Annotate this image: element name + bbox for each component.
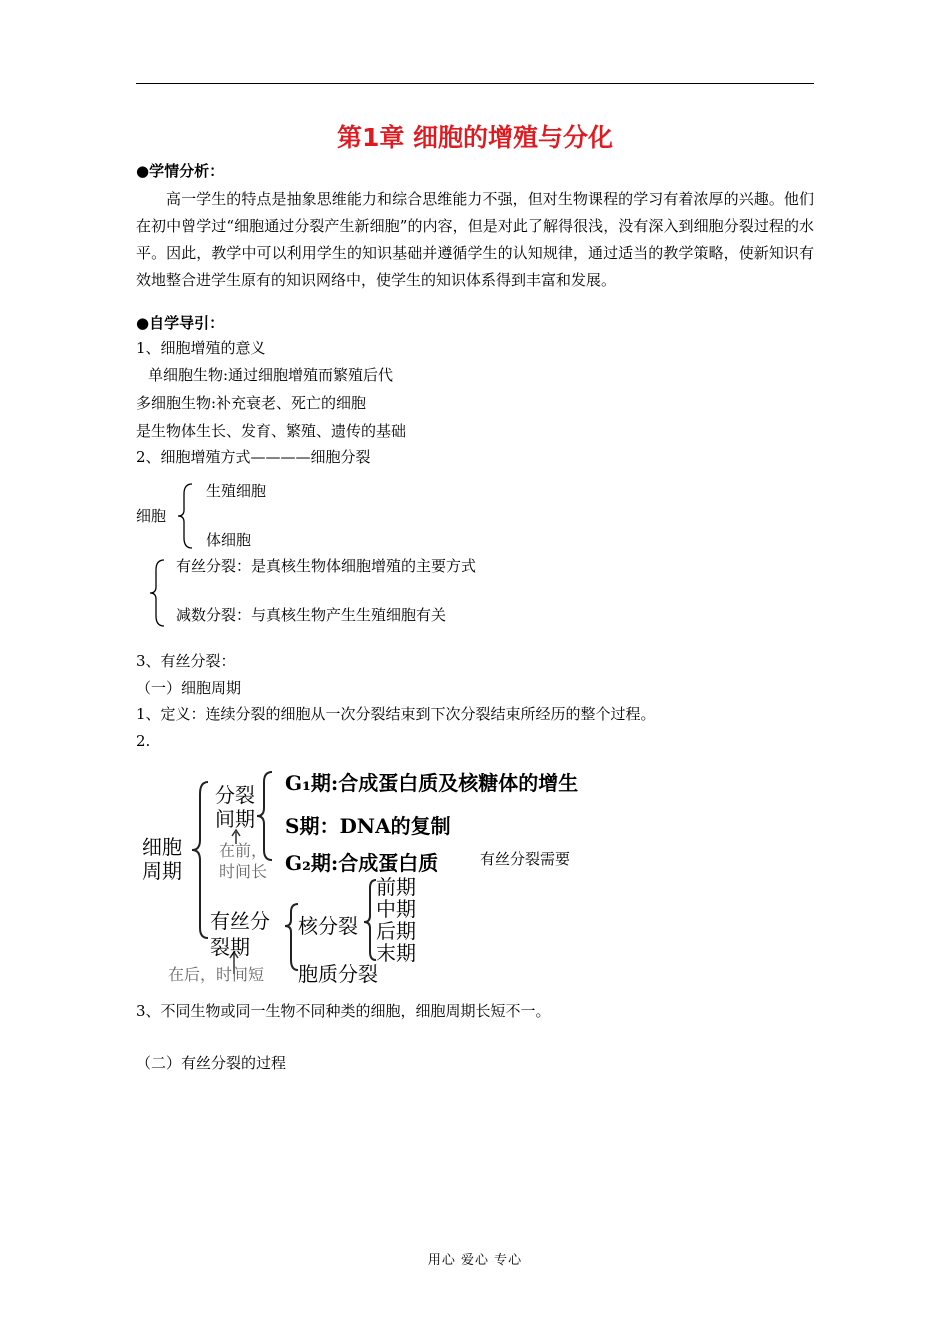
cell-type-somatic: 体细胞 [206,531,252,549]
item-1: 1、细胞增殖的意义 [136,339,266,357]
diagram-side-note: 有丝分裂需要 [480,850,571,868]
diagram-root: 细胞周期 [142,835,182,883]
diagram-g2: G₂期:合成蛋白质 [285,851,439,875]
diagram-s: S期：DNA的复制 [285,814,451,838]
diagram-phase-telophase: 末期 [376,941,416,965]
division-mitosis: 有丝分裂：是真核生物体细胞增殖的主要方式 [176,557,477,575]
item-3: 3、有丝分裂： [136,652,236,670]
division-meiosis: 减数分裂：与真核生物产生生殖细胞有关 [176,606,447,624]
diagram-interphase-note: 在前，时间长 [219,841,268,881]
definition: 1、定义：连续分裂的细胞从一次分裂结束到下次分裂结束所经历的整个过程。 [136,705,656,723]
diagram-phase-metaphase: 中期 [376,897,416,921]
section-heading-analysis: ●学情分析： [136,162,225,180]
diagram-g1: G₁期:合成蛋白质及核糖体的增生 [285,771,579,795]
diagram-mitosis-note: 在后，时间短 [168,965,265,984]
section-heading-guide: ●自学导引： [136,314,225,332]
diagram-phase-prophase: 前期 [376,875,416,899]
item-1-b: 多细胞生物:补充衰老、死亡的细胞 [136,394,367,412]
item-1-a: 单细胞生物:通过细胞增殖而繁殖后代 [148,366,394,384]
diagram-nuclear-division: 核分裂 [298,914,358,938]
page-title: 第1章 细胞的增殖与分化 [336,123,614,152]
item-3b: 3、不同生物或同一生物不同种类的细胞，细胞周期长短不一。 [136,1002,551,1020]
page-footer: 用心 爱心 专心 [427,1253,523,1268]
diagram-mitosis: 有丝分裂期 [210,909,270,959]
subsection-cell-cycle: （一）细胞周期 [136,679,242,697]
brace-cell-types [176,482,196,550]
cell-label: 细胞 [136,507,167,525]
item-1-c: 是生物体生长、发育、繁殖、遗传的基础 [136,422,407,440]
subsection-mitosis-process: （二）有丝分裂的过程 [136,1054,287,1072]
diagram-interphase: 分裂间期 [215,783,255,831]
diagram-phase-anaphase: 后期 [376,919,416,943]
brace-division-types [148,558,168,628]
item-2b: 2. [136,732,151,750]
header-rule [136,83,814,84]
analysis-paragraph: 高一学生的特点是抽象思维能力和综合思维能力不强，但对生物课程的学习有着浓厚的兴趣。他们在初中曾学过“细胞通过分裂产生新细胞”的内容，但是对此了解得很浅，没有深入到细胞分裂过程的水平。因此，教学中可以利用学生的知识基础并遵循学生的认知规律，通过适当的教学策略，使新知识有效地整合进学生原有的知识网络中，使学生的知识体系得到丰富和发展。 [136,190,814,289]
diagram-cytokinesis: 胞质分裂 [298,962,378,986]
item-2: 2、细胞增殖方式————细胞分裂 [136,448,371,466]
cell-type-reproductive: 生殖细胞 [206,482,267,500]
